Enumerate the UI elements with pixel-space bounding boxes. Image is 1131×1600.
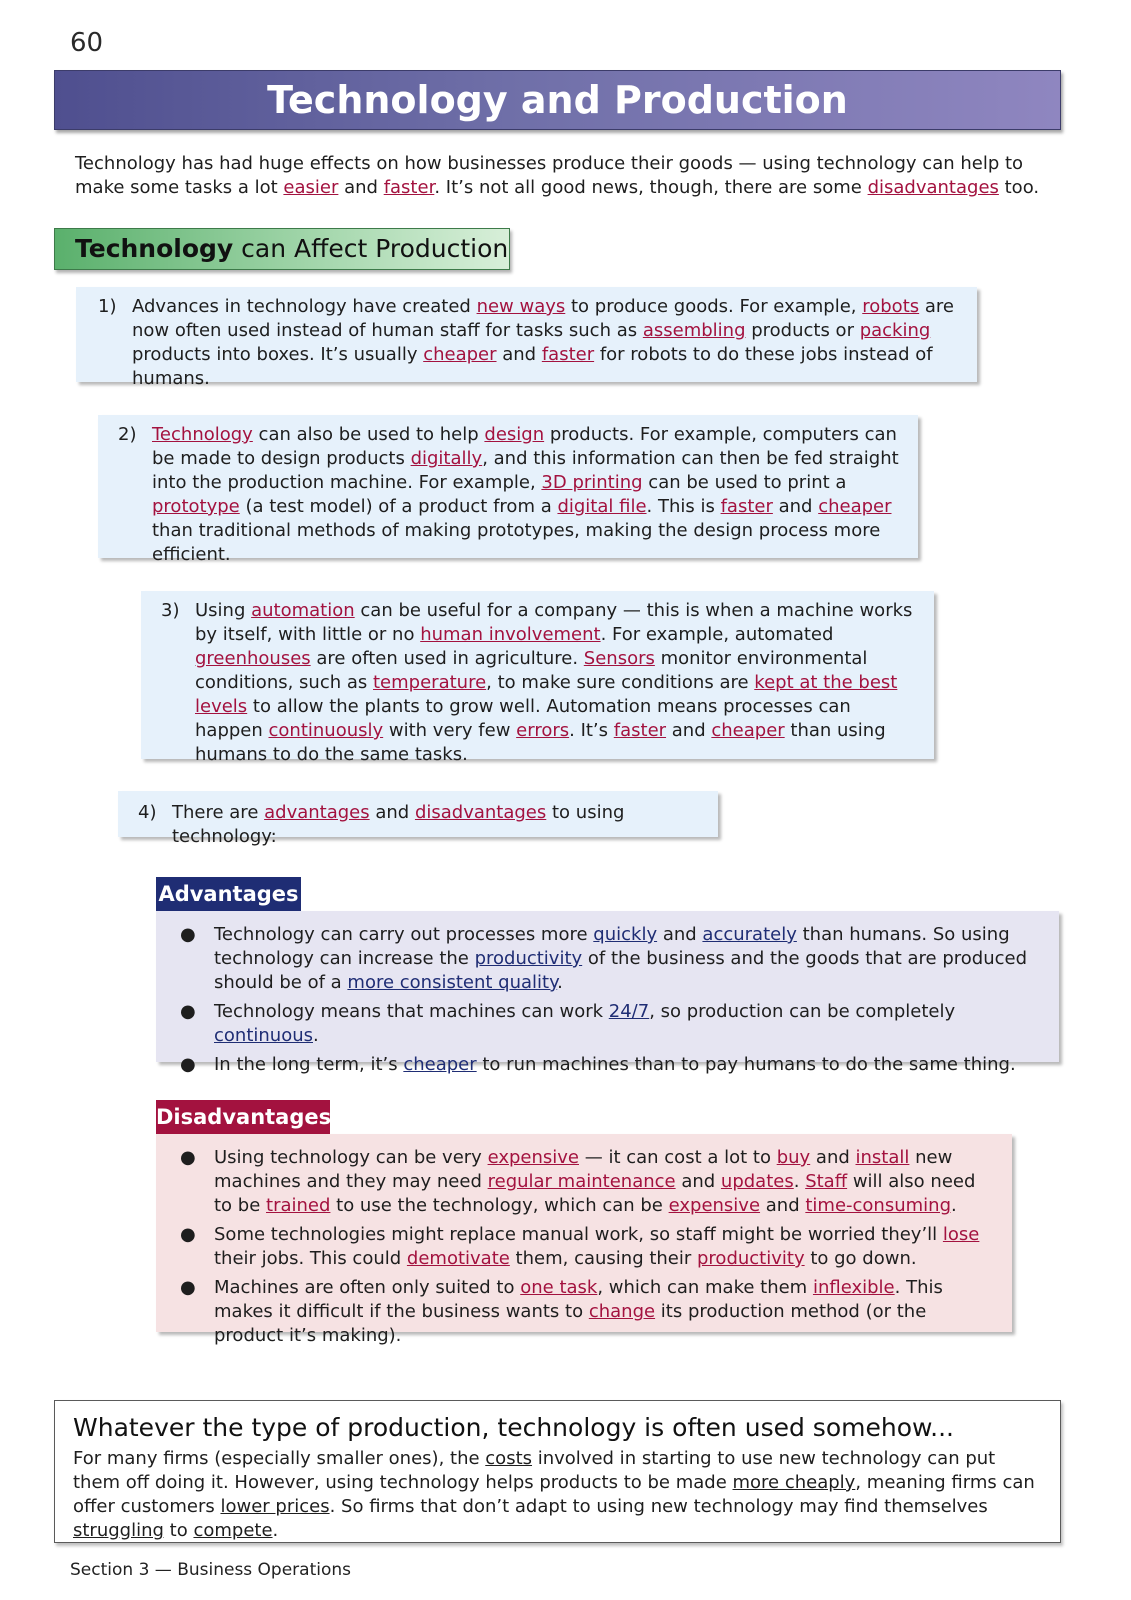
keyword: buy <box>776 1147 811 1168</box>
keyword: digitally <box>410 448 483 469</box>
text-run: , to make sure conditions are <box>486 672 755 693</box>
list-item <box>180 1276 992 1348</box>
text-run: and <box>666 720 712 741</box>
keyword: automation <box>251 600 355 621</box>
text-run: and <box>772 496 819 517</box>
text-run: products or <box>745 320 860 341</box>
text-run: products into boxes. It’s usually <box>132 344 424 365</box>
text-run: and <box>810 1147 856 1168</box>
keyword: errors <box>516 720 570 741</box>
text-run: . <box>313 1025 319 1046</box>
list-item <box>180 1053 1039 1077</box>
keyword: Sensors <box>583 648 655 669</box>
keyword: compete <box>193 1520 273 1541</box>
text-run: them, causing their <box>509 1248 697 1269</box>
point-box-2 <box>98 415 918 565</box>
summary-box <box>54 1400 1061 1543</box>
bullet-icon: ● <box>180 1147 196 1168</box>
keyword: more consistent quality <box>347 972 558 993</box>
text-run: (a test model) of a product from a <box>239 496 558 517</box>
bullet-text <box>214 1223 992 1271</box>
text-run: monitor environmental conditions, such as <box>195 648 868 693</box>
keyword: lose <box>942 1224 980 1245</box>
keyword: faster <box>613 720 667 741</box>
list-item <box>180 1146 992 1218</box>
intro-text: . It’s not all good news, though, there are some <box>434 177 868 198</box>
keyword: cheaper <box>403 1054 477 1075</box>
keyword: install <box>855 1147 910 1168</box>
text-run: will also need to be <box>214 1171 976 1216</box>
text-run: their jobs. This could <box>214 1248 407 1269</box>
point-box-4 <box>118 791 718 847</box>
keyword: inflexible <box>812 1277 895 1298</box>
text-run: , and this information can then be fed straight into the production machine. For example, <box>152 448 899 493</box>
keyword: expensive <box>668 1195 761 1216</box>
point-box-3 <box>141 591 934 765</box>
point-text <box>195 599 918 767</box>
keyword: demotivate <box>406 1248 510 1269</box>
advantages-box <box>156 911 1059 1075</box>
keyword: design <box>484 424 545 445</box>
keyword: 3D printing <box>541 472 643 493</box>
keyword: continuous <box>214 1025 313 1046</box>
text-run: to <box>163 1520 194 1541</box>
keyword: faster <box>541 344 595 365</box>
text-run: new machines and they may need <box>214 1147 953 1192</box>
text-run: are now often used instead of human staff for tasks such as <box>132 296 954 341</box>
summary-text <box>73 1447 1044 1543</box>
keyword: productivity <box>697 1248 805 1269</box>
text-run: . <box>951 1195 957 1216</box>
text-run: than using humans to do the same tasks. <box>195 720 886 765</box>
point-number: 4) <box>138 802 157 823</box>
keyword: costs <box>485 1448 533 1469</box>
text-run: Technology means that machines can work <box>214 1001 609 1022</box>
list-item <box>180 1223 992 1271</box>
list-item <box>180 1000 1039 1048</box>
bullet-icon: ● <box>180 1054 196 1075</box>
keyword: Staff <box>805 1171 848 1192</box>
point-number: 2) <box>118 424 137 445</box>
text-run: — it can cost a lot to <box>579 1147 777 1168</box>
list-item <box>180 923 1039 995</box>
text-run: involved in starting to use new technology can put them off doing it. However, using technology helps products to be made <box>73 1448 996 1493</box>
text-run: Using technology can be very <box>214 1147 488 1168</box>
keyword: disadvantages <box>414 802 547 823</box>
intro-text: too. <box>998 177 1040 198</box>
keyword: productivity <box>474 948 583 969</box>
text-run: . This is <box>646 496 721 517</box>
point-text <box>132 295 961 391</box>
text-run: can be useful for a company — this is when a machine works by itself, with little or no <box>195 600 913 645</box>
keyword: regular maintenance <box>487 1171 676 1192</box>
summary-heading: Whatever the type of production, technology is often used somehow... <box>73 1413 954 1442</box>
text-run: products. For example, computers can be made to design products <box>152 424 897 469</box>
text-run: and <box>760 1195 806 1216</box>
keyword: temperature <box>373 672 487 693</box>
keyword: packing <box>859 320 931 341</box>
disadvantages-box <box>156 1134 1012 1346</box>
keyword: prototype <box>152 496 240 517</box>
text-run: to using technology: <box>172 802 625 847</box>
bullet-text <box>214 923 1039 995</box>
keyword: trained <box>266 1195 331 1216</box>
text-run: . This makes it difficult if the business wants to <box>214 1277 943 1322</box>
text-run: , which can make them <box>597 1277 813 1298</box>
point-number: 1) <box>98 296 117 317</box>
keyword: faster <box>720 496 773 517</box>
page-number: 60 <box>70 28 104 58</box>
keyword: disadvantages <box>867 177 999 198</box>
text-run: Advances in technology have created <box>132 296 477 317</box>
text-run: . So firms that don’t adapt to using new technology may find themselves <box>329 1496 988 1517</box>
keyword: struggling <box>73 1520 164 1541</box>
text-run: and <box>496 344 542 365</box>
intro-paragraph <box>75 152 1045 200</box>
text-run: are often used in agriculture. <box>310 648 584 669</box>
keyword: cheaper <box>818 496 892 517</box>
bullet-icon: ● <box>180 1224 196 1245</box>
bullet-icon: ● <box>180 924 196 945</box>
text-run: . <box>793 1171 806 1192</box>
keyword: human involvement <box>420 624 601 645</box>
text-run: of the business and the goods that are produced should be of a <box>214 948 1028 993</box>
keyword: cheaper <box>711 720 785 741</box>
text-run: its production method (or the product it’s making). <box>214 1301 927 1346</box>
disadvantages-label: Disadvantages <box>156 1100 330 1134</box>
text-run: to run machines than to pay humans to do the same thing. <box>476 1054 1016 1075</box>
section-heading-bold: Technology <box>75 234 234 263</box>
keyword: accurately <box>702 924 797 945</box>
keyword: time-consuming <box>805 1195 951 1216</box>
text-run: Some technologies might replace manual work, so staff might be worried they’ll <box>214 1224 943 1245</box>
bullet-icon: ● <box>180 1001 196 1022</box>
text-run: can also be used to help <box>252 424 485 445</box>
text-run: , so production can be completely <box>649 1001 956 1022</box>
point-text <box>172 801 702 849</box>
keyword: assembling <box>642 320 746 341</box>
text-run: than traditional methods of making prototypes, making the design process more efficient. <box>152 520 881 565</box>
text-run: and <box>675 1171 721 1192</box>
text-run: For many firms (especially smaller ones), the <box>73 1448 486 1469</box>
page-title: Technology and Production <box>54 70 1061 130</box>
text-run: to allow the plants to grow well. Automation means processes can happen <box>195 696 851 741</box>
text-run: Using <box>195 600 252 621</box>
text-run: Machines are often only suited to <box>214 1277 521 1298</box>
intro-text: and <box>338 177 384 198</box>
keyword: 24/7 <box>608 1001 650 1022</box>
keyword: faster <box>383 177 435 198</box>
keyword: one task <box>520 1277 598 1298</box>
text-run: and <box>657 924 703 945</box>
keyword: cheaper <box>423 344 497 365</box>
text-run: . It’s <box>569 720 614 741</box>
keyword: robots <box>862 296 920 317</box>
point-box-1 <box>76 287 977 389</box>
text-run: to go down. <box>804 1248 917 1269</box>
keyword: easier <box>283 177 339 198</box>
text-run: Technology can carry out processes more <box>214 924 594 945</box>
keyword: quickly <box>593 924 658 945</box>
text-run: than humans. So using technology can increase the <box>214 924 1010 969</box>
text-run: In the long term, it’s <box>214 1054 404 1075</box>
text-run: for robots to do these jobs instead of humans. <box>132 344 933 389</box>
bullet-text <box>214 1276 992 1348</box>
keyword: change <box>588 1301 656 1322</box>
section-heading-rest: can Affect Production <box>233 234 509 263</box>
text-run: with very few <box>383 720 517 741</box>
keyword: digital file <box>557 496 647 517</box>
keyword: kept at the best levels <box>195 672 898 717</box>
advantages-label: Advantages <box>156 877 301 911</box>
keyword: updates <box>720 1171 794 1192</box>
text-run: , meaning firms can offer customers <box>73 1472 1035 1517</box>
keyword: Technology <box>152 424 253 445</box>
intro-text: Technology has had huge effects on how businesses produce their goods — using technology can help to make some tasks a lot <box>75 153 1024 198</box>
bullet-text <box>214 1146 992 1218</box>
keyword: continuously <box>268 720 384 741</box>
text-run: . <box>557 972 563 993</box>
keyword: lower prices <box>220 1496 330 1517</box>
text-run: . <box>272 1520 279 1541</box>
text-run: can be used to print a <box>642 472 847 493</box>
bullet-text <box>214 1053 1039 1077</box>
keyword: greenhouses <box>195 648 311 669</box>
text-run: and <box>369 802 415 823</box>
bullet-icon: ● <box>180 1277 196 1298</box>
point-text <box>152 423 902 567</box>
keyword: expensive <box>487 1147 579 1168</box>
keyword: more cheaply <box>732 1472 856 1493</box>
keyword: new ways <box>476 296 566 317</box>
bullet-text <box>214 1000 1039 1048</box>
text-run: There are <box>172 802 265 823</box>
footer-section: Section 3 — Business Operations <box>70 1560 352 1580</box>
keyword: advantages <box>264 802 370 823</box>
section-heading <box>54 228 510 270</box>
text-run: to use the technology, which can be <box>330 1195 669 1216</box>
text-run: . For example, automated <box>600 624 834 645</box>
text-run: to produce goods. For example, <box>565 296 863 317</box>
point-number: 3) <box>161 600 180 621</box>
